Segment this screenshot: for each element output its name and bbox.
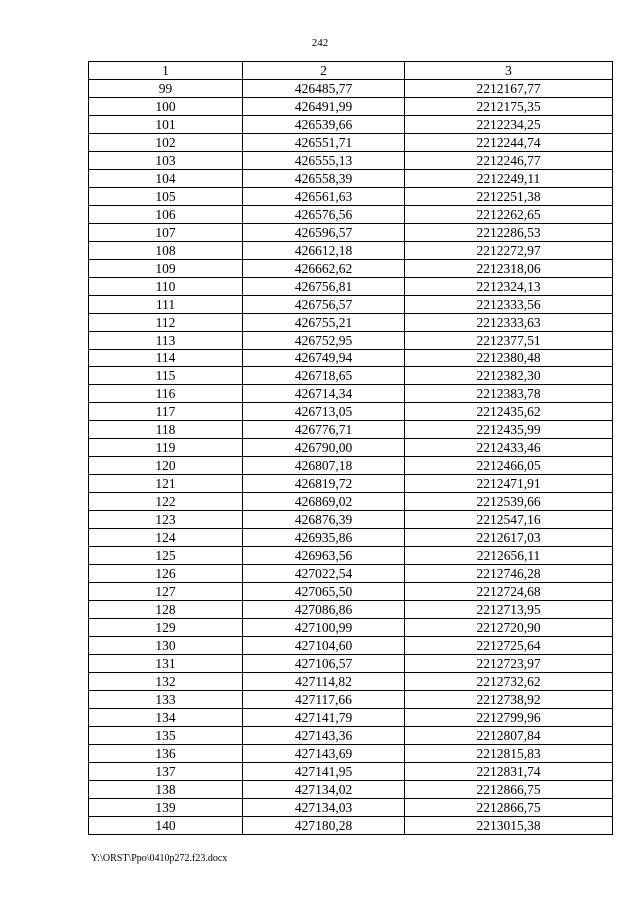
- y-coordinate-cell: 2212466,05: [405, 457, 613, 475]
- column-header-3: 3: [405, 62, 613, 80]
- point-number-cell: 122: [89, 493, 243, 511]
- x-coordinate-cell: 427134,03: [243, 798, 405, 816]
- x-coordinate-cell: 426776,71: [243, 421, 405, 439]
- point-number-cell: 106: [89, 205, 243, 223]
- point-number-cell: 139: [89, 798, 243, 816]
- table-row: [89, 169, 613, 187]
- y-coordinate-cell: 2212746,28: [405, 565, 613, 583]
- y-coordinate-cell: 2212377,51: [405, 331, 613, 349]
- table-row: [89, 79, 613, 97]
- y-coordinate-cell: 2212324,13: [405, 277, 613, 295]
- x-coordinate-cell: 426752,95: [243, 331, 405, 349]
- y-coordinate-cell: 2212333,63: [405, 313, 613, 331]
- point-number-cell: 107: [89, 223, 243, 241]
- x-coordinate-cell: 426935,86: [243, 529, 405, 547]
- x-coordinate-cell: 426561,63: [243, 187, 405, 205]
- x-coordinate-cell: 427106,57: [243, 654, 405, 672]
- x-coordinate-cell: 426558,39: [243, 169, 405, 187]
- y-coordinate-cell: 2212720,90: [405, 619, 613, 637]
- y-coordinate-cell: 2212617,03: [405, 529, 613, 547]
- table-row: [89, 565, 613, 583]
- y-coordinate-cell: 2212262,65: [405, 205, 613, 223]
- x-coordinate-cell: 426576,56: [243, 205, 405, 223]
- y-coordinate-cell: 2212725,64: [405, 637, 613, 655]
- x-coordinate-cell: 426876,39: [243, 511, 405, 529]
- x-coordinate-cell: 427143,36: [243, 726, 405, 744]
- table-row: [89, 672, 613, 690]
- table-row: [89, 708, 613, 726]
- x-coordinate-cell: 426756,57: [243, 295, 405, 313]
- point-number-cell: 118: [89, 421, 243, 439]
- x-coordinate-cell: 427022,54: [243, 565, 405, 583]
- table-row: [89, 133, 613, 151]
- point-number-cell: 114: [89, 349, 243, 367]
- y-coordinate-cell: 2212251,38: [405, 187, 613, 205]
- x-coordinate-cell: 426869,02: [243, 493, 405, 511]
- table-row: [89, 511, 613, 529]
- table-row: [89, 583, 613, 601]
- x-coordinate-cell: 426551,71: [243, 133, 405, 151]
- x-coordinate-cell: 426755,21: [243, 313, 405, 331]
- x-coordinate-cell: 427134,02: [243, 780, 405, 798]
- table-row: [89, 493, 613, 511]
- x-coordinate-cell: 427180,28: [243, 816, 405, 834]
- page-number: 242: [311, 37, 329, 49]
- x-coordinate-cell: 427100,99: [243, 619, 405, 637]
- table-row: [89, 547, 613, 565]
- table-body: [89, 79, 613, 834]
- y-coordinate-cell: 2212244,74: [405, 133, 613, 151]
- point-number-cell: 110: [89, 277, 243, 295]
- x-coordinate-cell: 427114,82: [243, 672, 405, 690]
- x-coordinate-cell: 426790,00: [243, 439, 405, 457]
- x-coordinate-cell: 426485,77: [243, 79, 405, 97]
- point-number-cell: 113: [89, 331, 243, 349]
- y-coordinate-cell: 2212272,97: [405, 241, 613, 259]
- point-number-cell: 109: [89, 259, 243, 277]
- y-coordinate-cell: 2212656,11: [405, 547, 613, 565]
- x-coordinate-cell: 426612,18: [243, 241, 405, 259]
- x-coordinate-cell: 426555,13: [243, 151, 405, 169]
- table-row: [89, 619, 613, 637]
- y-coordinate-cell: 2212380,48: [405, 349, 613, 367]
- y-coordinate-cell: 2212724,68: [405, 583, 613, 601]
- x-coordinate-cell: 426539,66: [243, 115, 405, 133]
- x-coordinate-cell: 427065,50: [243, 583, 405, 601]
- table-row: [89, 385, 613, 403]
- table-header-row: [89, 62, 613, 80]
- footer-file-path: Y:\ORST\Ppo\0410p272.f23.docx: [91, 853, 228, 864]
- table-row: [89, 601, 613, 619]
- y-coordinate-cell: 2212435,62: [405, 403, 613, 421]
- table-row: [89, 529, 613, 547]
- point-number-cell: 123: [89, 511, 243, 529]
- point-number-cell: 120: [89, 457, 243, 475]
- point-number-cell: 121: [89, 475, 243, 493]
- table-row: [89, 151, 613, 169]
- y-coordinate-cell: 2212249,11: [405, 169, 613, 187]
- point-number-cell: 132: [89, 672, 243, 690]
- point-number-cell: 135: [89, 726, 243, 744]
- x-coordinate-cell: 426718,65: [243, 367, 405, 385]
- point-number-cell: 127: [89, 583, 243, 601]
- y-coordinate-cell: 2212167,77: [405, 79, 613, 97]
- point-number-cell: 126: [89, 565, 243, 583]
- table-row: [89, 349, 613, 367]
- x-coordinate-cell: 426491,99: [243, 97, 405, 115]
- table-row: [89, 259, 613, 277]
- table-row: [89, 798, 613, 816]
- point-number-cell: 112: [89, 313, 243, 331]
- y-coordinate-cell: 2212383,78: [405, 385, 613, 403]
- table-row: [89, 457, 613, 475]
- y-coordinate-cell: 2212732,62: [405, 672, 613, 690]
- x-coordinate-cell: 426756,81: [243, 277, 405, 295]
- point-number-cell: 124: [89, 529, 243, 547]
- coordinates-table-container: [88, 61, 613, 835]
- x-coordinate-cell: 426807,18: [243, 457, 405, 475]
- table-row: [89, 97, 613, 115]
- point-number-cell: 130: [89, 637, 243, 655]
- y-coordinate-cell: 2212866,75: [405, 780, 613, 798]
- table-row: [89, 637, 613, 655]
- y-coordinate-cell: 2212713,95: [405, 601, 613, 619]
- point-number-cell: 104: [89, 169, 243, 187]
- table-row: [89, 331, 613, 349]
- point-number-cell: 125: [89, 547, 243, 565]
- table-row: [89, 780, 613, 798]
- x-coordinate-cell: 426596,57: [243, 223, 405, 241]
- y-coordinate-cell: 2212318,06: [405, 259, 613, 277]
- y-coordinate-cell: 2212807,84: [405, 726, 613, 744]
- column-header-1: 1: [89, 62, 243, 80]
- y-coordinate-cell: 2212539,66: [405, 493, 613, 511]
- table-row: [89, 421, 613, 439]
- y-coordinate-cell: 2212866,75: [405, 798, 613, 816]
- x-coordinate-cell: 426713,05: [243, 403, 405, 421]
- x-coordinate-cell: 426749,94: [243, 349, 405, 367]
- table-row: [89, 205, 613, 223]
- table-row: [89, 439, 613, 457]
- x-coordinate-cell: 426714,34: [243, 385, 405, 403]
- coordinates-table: [88, 61, 613, 835]
- table-row: [89, 115, 613, 133]
- point-number-cell: 111: [89, 295, 243, 313]
- y-coordinate-cell: 2212547,16: [405, 511, 613, 529]
- point-number-cell: 128: [89, 601, 243, 619]
- table-row: [89, 241, 613, 259]
- point-number-cell: 138: [89, 780, 243, 798]
- point-number-cell: 108: [89, 241, 243, 259]
- point-number-cell: 103: [89, 151, 243, 169]
- point-number-cell: 131: [89, 654, 243, 672]
- x-coordinate-cell: 427143,69: [243, 744, 405, 762]
- x-coordinate-cell: 427086,86: [243, 601, 405, 619]
- point-number-cell: 99: [89, 79, 243, 97]
- x-coordinate-cell: 426819,72: [243, 475, 405, 493]
- y-coordinate-cell: 2212723,97: [405, 654, 613, 672]
- y-coordinate-cell: 2212738,92: [405, 690, 613, 708]
- table-row: [89, 223, 613, 241]
- y-coordinate-cell: 2212799,96: [405, 708, 613, 726]
- y-coordinate-cell: 2213015,38: [405, 816, 613, 834]
- x-coordinate-cell: 427141,95: [243, 762, 405, 780]
- y-coordinate-cell: 2212333,56: [405, 295, 613, 313]
- table-row: [89, 816, 613, 834]
- point-number-cell: 119: [89, 439, 243, 457]
- point-number-cell: 136: [89, 744, 243, 762]
- y-coordinate-cell: 2212382,30: [405, 367, 613, 385]
- table-row: [89, 403, 613, 421]
- table-row: [89, 187, 613, 205]
- point-number-cell: 134: [89, 708, 243, 726]
- x-coordinate-cell: 427141,79: [243, 708, 405, 726]
- y-coordinate-cell: 2212831,74: [405, 762, 613, 780]
- table-row: [89, 313, 613, 331]
- table-row: [89, 295, 613, 313]
- x-coordinate-cell: 426662,62: [243, 259, 405, 277]
- point-number-cell: 117: [89, 403, 243, 421]
- y-coordinate-cell: 2212246,77: [405, 151, 613, 169]
- y-coordinate-cell: 2212471,91: [405, 475, 613, 493]
- table-row: [89, 475, 613, 493]
- point-number-cell: 133: [89, 690, 243, 708]
- table-row: [89, 690, 613, 708]
- x-coordinate-cell: 426963,56: [243, 547, 405, 565]
- y-coordinate-cell: 2212815,83: [405, 744, 613, 762]
- point-number-cell: 115: [89, 367, 243, 385]
- y-coordinate-cell: 2212286,53: [405, 223, 613, 241]
- point-number-cell: 137: [89, 762, 243, 780]
- x-coordinate-cell: 427117,66: [243, 690, 405, 708]
- table-row: [89, 726, 613, 744]
- point-number-cell: 105: [89, 187, 243, 205]
- point-number-cell: 100: [89, 97, 243, 115]
- point-number-cell: 116: [89, 385, 243, 403]
- point-number-cell: 129: [89, 619, 243, 637]
- table-row: [89, 654, 613, 672]
- column-header-2: 2: [243, 62, 405, 80]
- y-coordinate-cell: 2212175,35: [405, 97, 613, 115]
- table-row: [89, 277, 613, 295]
- table-row: [89, 744, 613, 762]
- y-coordinate-cell: 2212234,25: [405, 115, 613, 133]
- table-row: [89, 762, 613, 780]
- table-row: [89, 367, 613, 385]
- y-coordinate-cell: 2212435,99: [405, 421, 613, 439]
- point-number-cell: 101: [89, 115, 243, 133]
- y-coordinate-cell: 2212433,46: [405, 439, 613, 457]
- x-coordinate-cell: 427104,60: [243, 637, 405, 655]
- point-number-cell: 102: [89, 133, 243, 151]
- point-number-cell: 140: [89, 816, 243, 834]
